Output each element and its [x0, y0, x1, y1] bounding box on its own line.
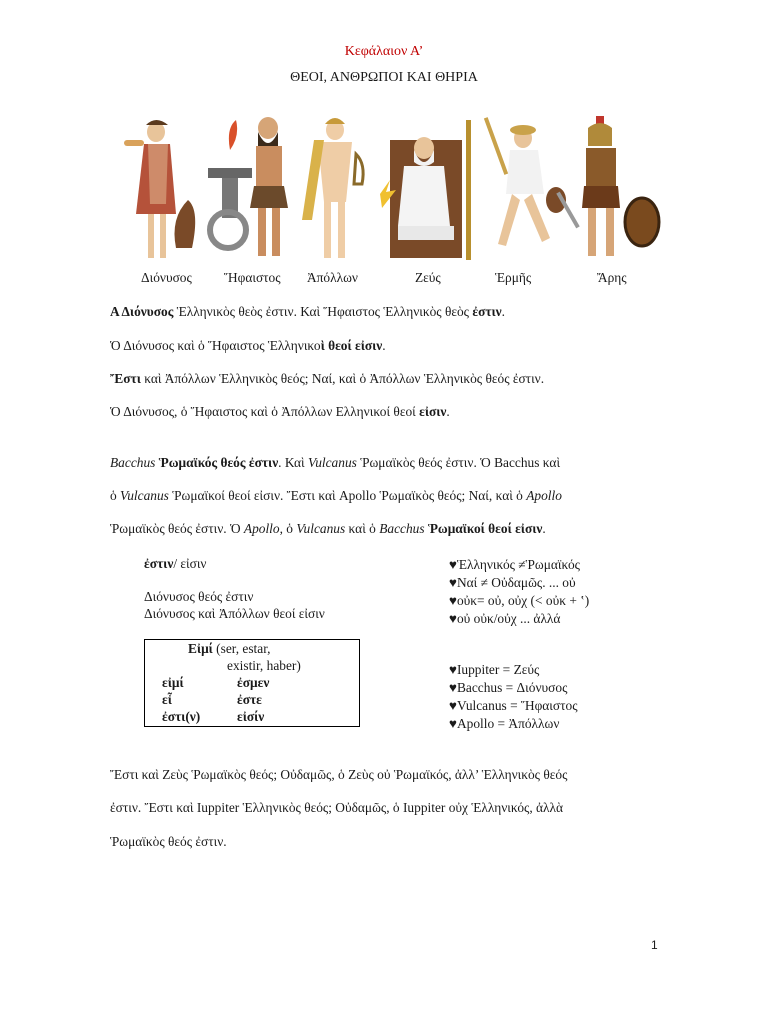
- apollo-figure: [302, 118, 363, 258]
- god-name-zeus: Ζεύς: [415, 270, 441, 285]
- paragraph-2-line-3: Ῥωμαϊκὸς θεός ἐστιν. Ὁ Apollo, ὁ Vulcanus καὶ ὁ Bacchus Ῥωμαϊκοί θεοί εἰσιν.: [110, 521, 546, 536]
- gods-illustration: [118, 110, 663, 268]
- note-iuppiter: ♥Iuppiter = Ζεύς: [449, 662, 540, 677]
- form-3sg: ἐστι(ν): [162, 709, 201, 724]
- note-apollo: ♥Apollo = Ἀπόλλων: [449, 716, 560, 731]
- form-1sg: εἰμί: [162, 675, 184, 690]
- form-1pl: ἐσμεν: [237, 675, 270, 690]
- god-name-ares: Ἄρης: [597, 270, 627, 285]
- note-bacchus: ♥Bacchus = Διόνυσος: [449, 680, 568, 695]
- god-name-apollo: Ἀπόλλων: [307, 270, 358, 285]
- note-ou-alla: ♥οὐ οὐκ/οὐχ ... ἀλλά: [449, 611, 561, 626]
- paragraph-1-sentence-1: Α Διόνυσος Ἑλληνικὸς θεὸς ἐστιν. Καὶ Ἥφαιστος Ἑλληνικὸς θεὸς ἐστιν.: [110, 304, 506, 319]
- eimi-gloss: existir, haber): [227, 658, 301, 673]
- hermes-figure: [484, 117, 566, 246]
- god-name-dionysus: Διόνυσος: [141, 270, 192, 285]
- paragraph-3-line-3: Ῥωμαϊκὸς θεός ἐστιν.: [110, 834, 227, 849]
- estin-heading: ἐστιν/ εἰσιν: [144, 556, 207, 571]
- note-nai-oudamos: ♥Ναί ≠ Οὐδαμῶς. ... οὐ: [449, 575, 576, 590]
- note-ouk-forms: ♥οὐκ= οὐ, οὐχ (< οὐκ + ʽ): [449, 593, 590, 608]
- example-plural: Διόνυσος καὶ Ἀπόλλων θεοί εἰσιν: [144, 606, 325, 621]
- eimi-conjugation-box: [144, 639, 360, 727]
- zeus-figure: [380, 120, 471, 260]
- paragraph-1-sentence-2: Ὁ Διόνυσος καὶ ὁ Ἥφαιστος Ἑλληνικοὶ θεοί εἰσιν.: [110, 338, 386, 353]
- god-name-hephaestus: Ἥφαιστος: [224, 270, 281, 285]
- dionysus-figure: [124, 120, 195, 258]
- note-vulcanus: ♥Vulcanus = Ἥφαιστος: [449, 698, 578, 713]
- god-name-hermes: Ἑρμῆς: [495, 270, 532, 285]
- page-title: ΘΕΟΙ, ΑΝΘΡΩΠΟΙ ΚΑΙ ΘΗΡΙΑ: [290, 70, 478, 85]
- example-singular: Διόνυσος θεός ἐστιν: [144, 589, 254, 604]
- form-2pl: ἐστε: [237, 692, 262, 707]
- page-number: 1: [651, 938, 658, 952]
- paragraph-3-line-2: ἐστιν. Ἔστι καὶ Iuppiter Ἑλληνικὸς θεός; Οὐδαμῶς, ὁ Iuppiter οὐχ Ἑλληνικός, ἀλλὰ: [110, 800, 564, 815]
- paragraph-1-sentence-4: Ὁ Διόνυσος, ὁ Ἥφαιστος καὶ ὁ Ἀπόλλων Ελληνικοί θεοί εἰσιν.: [110, 404, 450, 419]
- paragraph-2-line-1: Bacchus Ῥωμαϊκός θεός ἐστιν. Καὶ Vulcanus Ῥωμαϊκὸς θεός ἐστιν. Ὁ Bacchus καὶ: [110, 455, 561, 470]
- hephaestus-figure: [208, 117, 288, 256]
- ares-figure: [556, 116, 659, 256]
- paragraph-2-line-2: ὁ Vulcanus Ῥωμαϊκοί θεοί εἰσιν. Ἔστι καὶ Apollo Ῥωμαϊκὸς θεός; Ναί, καὶ ὁ Apollo: [110, 488, 562, 503]
- chapter-heading: Κεφάλαιον Α’: [344, 44, 424, 59]
- eimi-heading: Εἰμί (ser, estar,: [188, 641, 271, 656]
- note-hellenic-roman: ♥Ἑλληνικός ≠Ῥωμαϊκός: [449, 557, 580, 572]
- paragraph-1-sentence-3: Ἔστι καὶ Ἀπόλλων Ἑλληνικὸς θεός; Ναί, καὶ ὁ Ἀπόλλων Ἑλληνικὸς θεός ἐστιν.: [110, 371, 545, 386]
- form-3pl: εἰσίν: [237, 709, 265, 724]
- paragraph-3-line-1: Ἔστι καὶ Ζεὺς Ῥωμαϊκὸς θεός; Οὐδαμῶς, ὁ Ζεὺς οὐ Ῥωμαϊκός, ἀλλ’ Ἑλληνικὸς θεός: [110, 767, 568, 782]
- form-2sg: εἶ: [162, 692, 172, 707]
